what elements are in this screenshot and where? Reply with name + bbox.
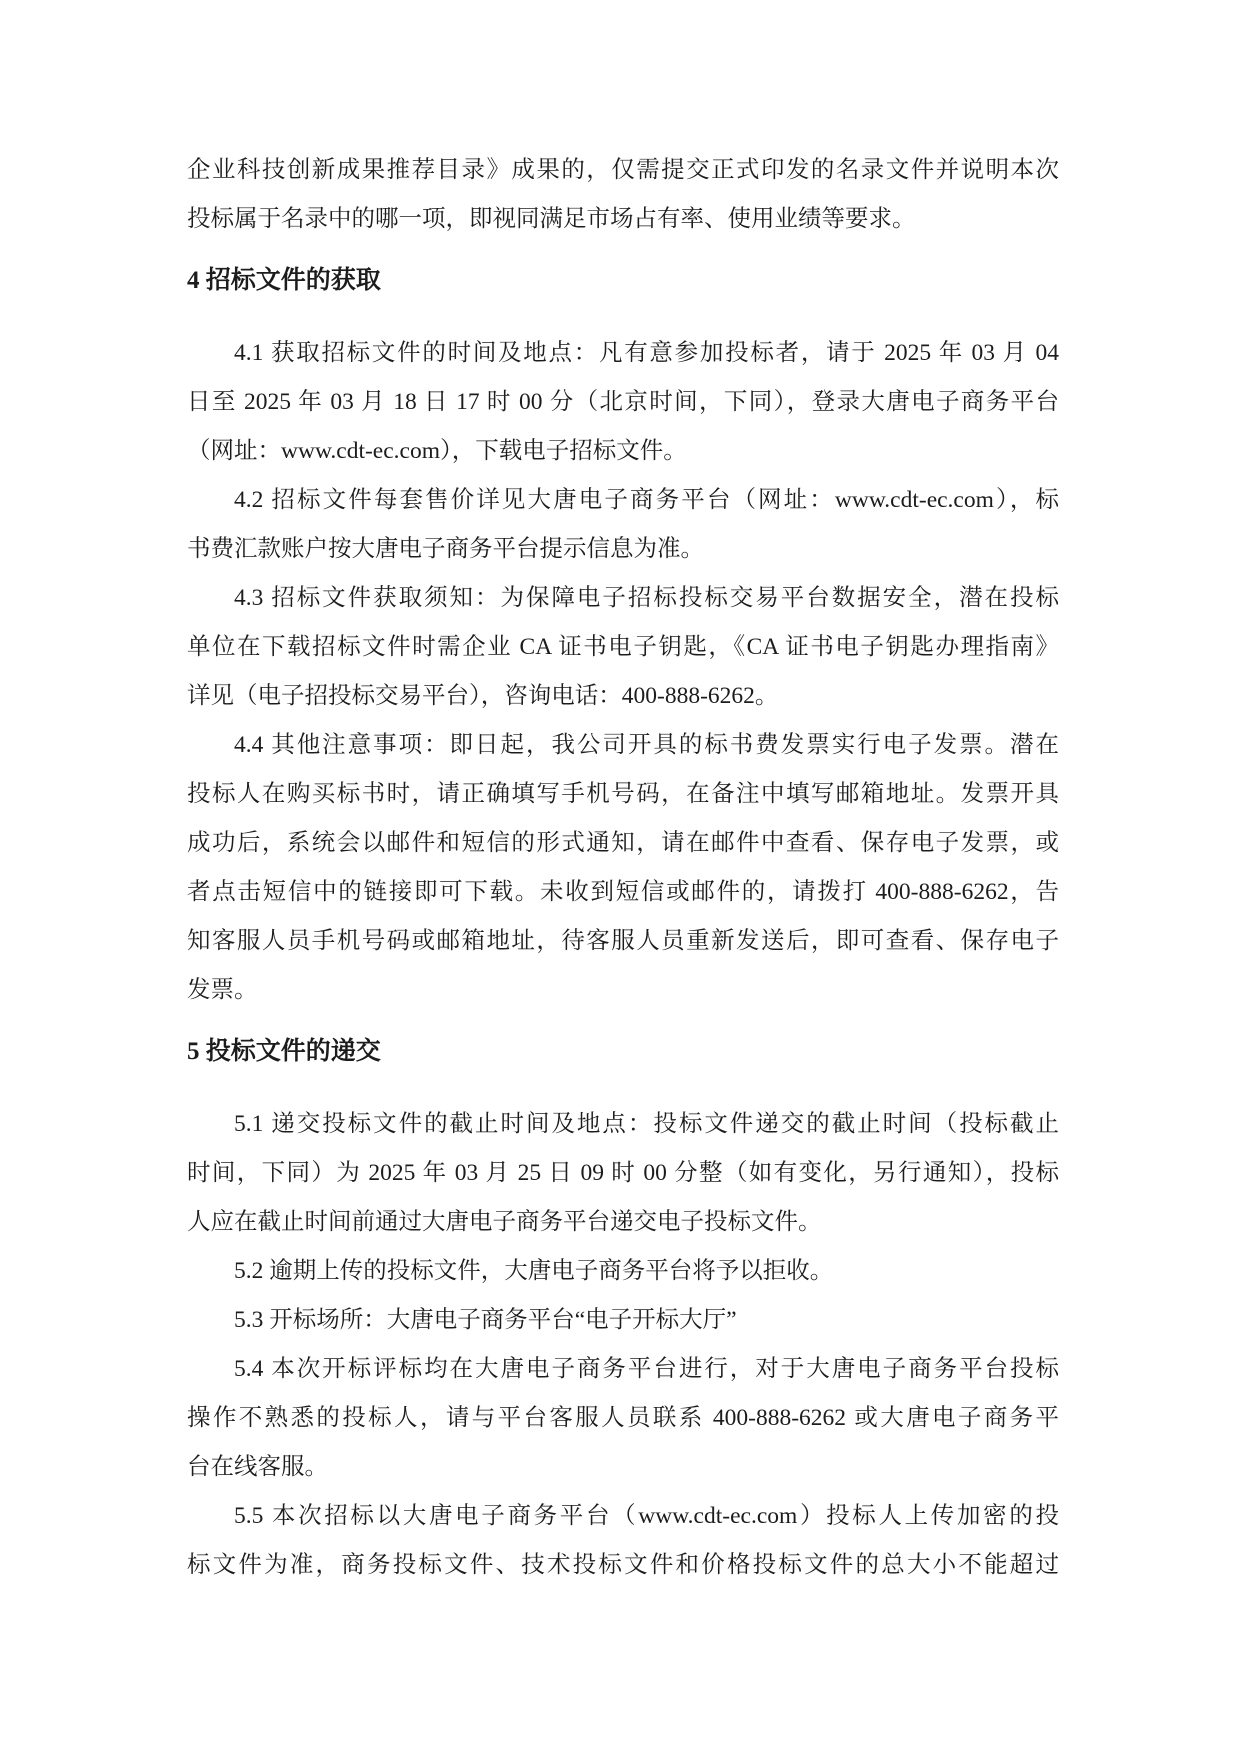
text-line: 4.3 招标文件获取须知：为保障电子招标投标交易平台数据安全，潜在投标 [234, 585, 1059, 611]
paragraph [187, 476, 1059, 574]
document-content [187, 146, 1059, 1590]
text-line: 5.4 本次开标评标均在大唐电子商务平台进行，对于大唐电子商务平台投标 [234, 1356, 1059, 1382]
text-line: 人应在截止时间前通过大唐电子商务平台递交电子投标文件。 [187, 1209, 822, 1235]
text-line: 5.2 逾期上传的投标文件，大唐电子商务平台将予以拒收。 [234, 1258, 834, 1284]
section-heading: 4 招标文件的获取 [187, 267, 381, 294]
paragraph [187, 574, 1059, 721]
text-line: 日至 2025 年 03 月 18 日 17 时 00 分（北京时间，下同），登录大唐电子商务平台 [187, 389, 1059, 415]
text-line: （网址：www.cdt-ec.com），下载电子招标文件。 [187, 438, 687, 464]
text-line: 4.1 获取招标文件的时间及地点：凡有意参加投标者，请于 2025 年 03 月 04 [234, 340, 1059, 366]
text-line: 成功后，系统会以邮件和短信的形式通知，请在邮件中查看、保存电子发票，或 [187, 830, 1059, 856]
text-line: 4.4 其他注意事项：即日起，我公司开具的标书费发票实行电子发票。潜在 [234, 732, 1059, 758]
paragraph [187, 329, 1059, 476]
text-line: 投标人在购买标书时，请正确填写手机号码，在备注中填写邮箱地址。发票开具 [187, 781, 1059, 807]
text-line: 者点击短信中的链接即可下载。未收到短信或邮件的，请拨打 400-888-6262，告 [187, 879, 1059, 905]
paragraph [187, 721, 1059, 1015]
paragraph [187, 1296, 1059, 1345]
paragraph [187, 1100, 1059, 1247]
text-line: 4.2 招标文件每套售价详见大唐电子商务平台（网址：www.cdt-ec.com），标 [234, 487, 1059, 513]
text-line: 详见（电子招投标交易平台），咨询电话：400-888-6262。 [187, 683, 779, 709]
text-line: 发票。 [187, 977, 258, 1003]
text-line: 企业科技创新成果推荐目录》成果的，仅需提交正式印发的名录文件并说明本次 [187, 157, 1059, 183]
text-line: 台在线客服。 [187, 1454, 328, 1480]
paragraph [187, 1345, 1059, 1492]
text-line: 标文件为准，商务投标文件、技术投标文件和价格投标文件的总大小不能超过 [187, 1552, 1059, 1578]
paragraph [187, 146, 1059, 244]
text-line: 5.3 开标场所：大唐电子商务平台“电子开标大厅” [234, 1307, 737, 1333]
text-line: 书费汇款账户按大唐电子商务平台提示信息为准。 [187, 536, 704, 562]
text-line: 知客服人员手机号码或邮箱地址，待客服人员重新发送后，即可查看、保存电子 [187, 928, 1059, 954]
paragraph [187, 1247, 1059, 1296]
section-heading: 5 投标文件的递交 [187, 1038, 381, 1065]
text-line: 5.5 本次招标以大唐电子商务平台（www.cdt-ec.com）投标人上传加密的投 [234, 1503, 1059, 1529]
text-line: 时间，下同）为 2025 年 03 月 25 日 09 时 00 分整（如有变化，另行通知），投标 [187, 1160, 1059, 1186]
paragraph [187, 1492, 1059, 1590]
text-line: 操作不熟悉的投标人，请与平台客服人员联系 400-888-6262 或大唐电子商务平 [187, 1405, 1059, 1431]
text-line: 5.1 递交投标文件的截止时间及地点：投标文件递交的截止时间（投标截止 [234, 1111, 1059, 1137]
text-line: 投标属于名录中的哪一项，即视同满足市场占有率、使用业绩等要求。 [187, 206, 916, 232]
text-line: 单位在下载招标文件时需企业 CA 证书电子钥匙，《CA 证书电子钥匙办理指南》 [187, 634, 1059, 660]
